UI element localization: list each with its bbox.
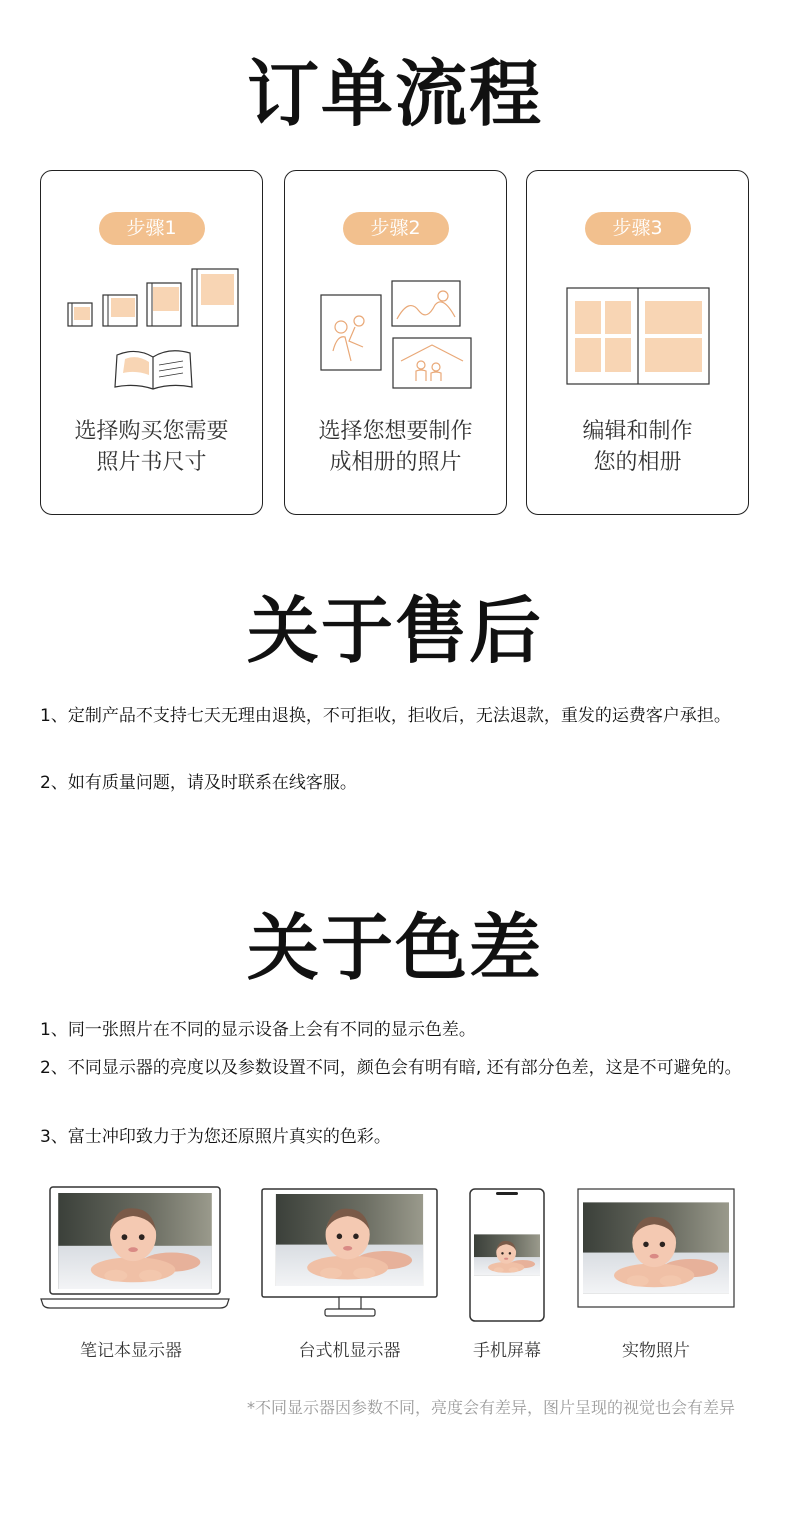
order-process-title: 订单流程 bbox=[246, 52, 543, 136]
device-label-laptop: 笔记本显示器 bbox=[80, 1341, 182, 1361]
desktop-monitor-icon bbox=[261, 1188, 438, 1320]
after-sales-title: 关于售后 bbox=[246, 589, 543, 673]
device-label-phone: 手机屏幕 bbox=[473, 1341, 541, 1361]
step-badge: 步骤3 bbox=[585, 212, 691, 245]
after-sales-item-2: 2、如有质量问题，请及时联系在线客服。 bbox=[40, 773, 357, 793]
color-diff-title: 关于色差 bbox=[246, 906, 543, 990]
photo-selection-icon bbox=[285, 261, 508, 401]
photobook-sizes-icon bbox=[41, 261, 264, 401]
phone-icon bbox=[469, 1188, 545, 1322]
color-diff-footnote: *不同显示器因参数不同，亮度会有差异，图片呈现的视觉也会有差异 bbox=[246, 1398, 735, 1417]
album-layout-icon bbox=[527, 261, 750, 401]
device-label-desktop: 台式机显示器 bbox=[298, 1341, 401, 1361]
step-badge: 步骤1 bbox=[99, 212, 205, 245]
step-card-2 bbox=[284, 170, 507, 515]
step-description: 选择购买您需要 照片书尺寸 bbox=[74, 419, 229, 475]
step-card-1 bbox=[40, 170, 263, 515]
color-diff-item-2: 2、不同显示器的亮度以及参数设置不同，颜色会有明有暗, 还有部分色差，这是不可避免的。 bbox=[40, 1058, 742, 1078]
color-diff-item-3: 3、富士冲印致力于为您还原照片真实的色彩。 bbox=[40, 1127, 391, 1147]
step-card-3 bbox=[526, 170, 749, 515]
step-description: 选择您想要制作 成相册的照片 bbox=[318, 419, 473, 475]
device-label-print: 实物照片 bbox=[622, 1341, 690, 1361]
after-sales-item-1: 1、定制产品不支持七天无理由退换，不可拒收，拒收后，无法退款，重发的运费客户承担。 bbox=[40, 706, 731, 726]
step-description: 编辑和制作 您的相册 bbox=[582, 419, 693, 475]
laptop-icon bbox=[40, 1186, 230, 1312]
step-badge: 步骤2 bbox=[343, 212, 449, 245]
color-diff-item-1: 1、同一张照片在不同的显示设备上会有不同的显示色差。 bbox=[40, 1020, 476, 1040]
printed-photo-icon bbox=[577, 1188, 735, 1308]
